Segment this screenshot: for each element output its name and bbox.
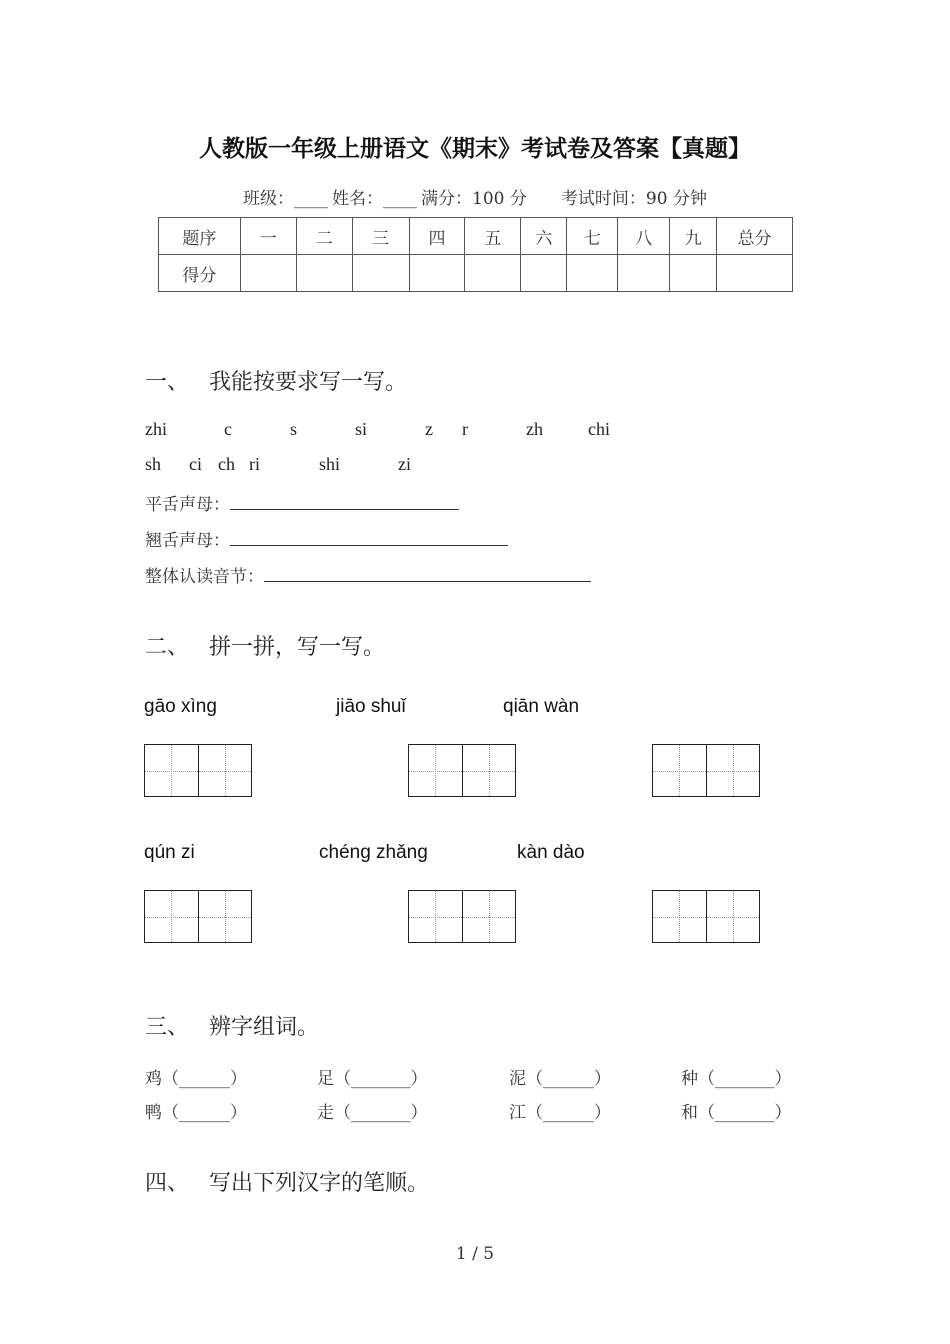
section-2-heading xyxy=(145,630,385,661)
pinyin-item: ch xyxy=(218,454,235,474)
writing-grid[interactable] xyxy=(652,744,760,797)
pinyin-item: chi xyxy=(588,419,610,439)
writing-grid[interactable] xyxy=(408,744,516,797)
pinyin-word: kàn dào xyxy=(517,842,585,863)
pinyin-item: zhi xyxy=(145,419,167,439)
pinyin-item: ri xyxy=(249,454,260,474)
table-cell: 三 xyxy=(352,218,409,255)
pinyin-item: si xyxy=(355,419,368,439)
pinyin-item: z xyxy=(425,419,433,439)
pinyin-item: r xyxy=(462,419,468,439)
table-cell: 八 xyxy=(618,218,670,255)
pinyin-word: chéng zhǎng xyxy=(319,842,428,863)
full-score: 满分：100 分 xyxy=(421,189,527,209)
fill-line-row xyxy=(145,490,459,515)
word-blank[interactable]: 江（______） xyxy=(509,1103,611,1123)
table-cell: 五 xyxy=(465,218,521,255)
section-number: 一、 xyxy=(145,370,190,395)
table-cell: 六 xyxy=(521,218,567,255)
section-3-heading xyxy=(145,1010,319,1041)
word-blank[interactable]: 种（_______） xyxy=(681,1069,792,1089)
score-cell[interactable] xyxy=(240,255,296,292)
exam-time: 考试时间：90 分钟 xyxy=(560,189,707,209)
section-title: 写出下列汉字的笔顺。 xyxy=(209,1171,430,1196)
section-4-heading xyxy=(145,1166,429,1197)
pinyin-word: jiāo shuǐ xyxy=(336,696,406,717)
section-title: 拼一拼，写一写。 xyxy=(209,635,386,660)
word-blank[interactable]: 和（_______） xyxy=(681,1103,792,1123)
section-number: 四、 xyxy=(145,1171,190,1196)
score-cell[interactable] xyxy=(465,255,521,292)
score-cell[interactable] xyxy=(670,255,717,292)
score-table-header-row xyxy=(159,218,793,255)
word-blank[interactable]: 鸭（______） xyxy=(145,1103,247,1123)
fill-line-label: 翘舌声母： xyxy=(145,531,230,551)
page-number: 1 / 5 xyxy=(455,1244,495,1264)
score-cell[interactable] xyxy=(409,255,465,292)
section-title: 辨字组词。 xyxy=(209,1015,320,1040)
writing-grid[interactable] xyxy=(144,744,252,797)
table-cell: 九 xyxy=(670,218,717,255)
section-number: 二、 xyxy=(145,635,190,660)
writing-grid[interactable] xyxy=(408,890,516,943)
pinyin-word: qún zi xyxy=(144,842,195,863)
fill-line-row xyxy=(145,526,508,551)
pinyin-item: s xyxy=(290,419,298,439)
class-label: 班级：____ xyxy=(243,189,329,209)
table-cell: 总分 xyxy=(717,218,793,255)
score-cell[interactable] xyxy=(352,255,409,292)
fill-line-row xyxy=(145,562,591,587)
pinyin-word: gāo xìng xyxy=(144,696,217,717)
section-1-heading xyxy=(145,365,407,396)
score-table xyxy=(158,217,793,292)
section-number: 三、 xyxy=(145,1015,190,1040)
table-cell: 一 xyxy=(240,218,296,255)
exam-info xyxy=(0,184,950,209)
pinyin-item: ci xyxy=(189,454,202,474)
word-blank[interactable]: 泥（______） xyxy=(509,1069,611,1089)
pinyin-item: c xyxy=(224,419,232,439)
answer-line[interactable] xyxy=(230,528,508,546)
table-cell: 题序 xyxy=(159,218,241,255)
pinyin-item: zh xyxy=(526,419,543,439)
score-table-score-row xyxy=(159,255,793,292)
section-title: 我能按要求写一写。 xyxy=(209,370,408,395)
table-cell: 四 xyxy=(409,218,465,255)
name-label: 姓名：____ xyxy=(332,189,418,209)
score-cell[interactable] xyxy=(618,255,670,292)
fill-line-label: 平舌声母： xyxy=(145,495,230,515)
word-blank[interactable]: 走（_______） xyxy=(317,1103,428,1123)
writing-grid[interactable] xyxy=(144,890,252,943)
table-cell: 得分 xyxy=(159,255,241,292)
score-cell[interactable] xyxy=(567,255,618,292)
fill-line-label: 整体认读音节： xyxy=(145,567,264,587)
pinyin-word: qiān wàn xyxy=(503,696,580,717)
answer-line[interactable] xyxy=(230,492,459,510)
table-cell: 七 xyxy=(567,218,618,255)
score-cell[interactable] xyxy=(296,255,352,292)
writing-grid[interactable] xyxy=(652,890,760,943)
pinyin-item: shi xyxy=(319,454,341,474)
page-title: 人教版一年级上册语文《期末》考试卷及答案【真题】 xyxy=(199,135,751,162)
pinyin-item: sh xyxy=(145,454,162,474)
word-blank[interactable]: 足（_______） xyxy=(317,1069,428,1089)
pinyin-item: zi xyxy=(398,454,411,474)
word-blank[interactable]: 鸡（______） xyxy=(145,1069,247,1089)
score-cell[interactable] xyxy=(521,255,567,292)
score-cell[interactable] xyxy=(717,255,793,292)
answer-line[interactable] xyxy=(264,564,591,582)
table-cell: 二 xyxy=(296,218,352,255)
